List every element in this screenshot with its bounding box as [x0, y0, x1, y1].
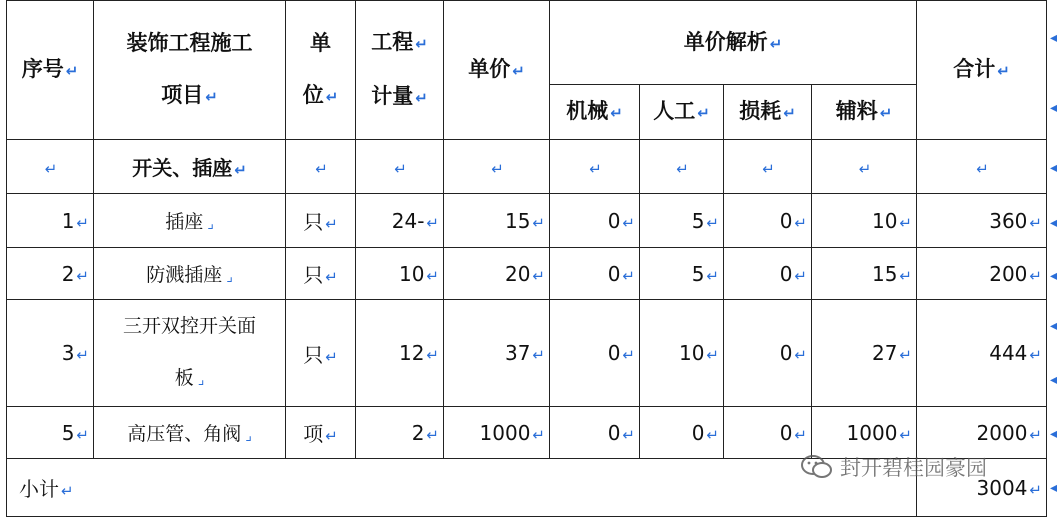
- header-price-analysis: 单价解析 ↵: [550, 1, 917, 85]
- cell-machine: 0 ↵: [550, 248, 640, 300]
- cell-total: 2000 ↵: [917, 407, 1047, 459]
- section-row: [7, 140, 1047, 194]
- cell-unit: 只 ↵: [286, 248, 356, 300]
- cell-name: 防溅插座 ⌟: [94, 248, 286, 300]
- cell-seq: 1 ↵: [7, 194, 94, 248]
- cell-qty: 12 ↵: [356, 300, 444, 407]
- cell-qty: 2 ↵: [356, 407, 444, 459]
- cell-machine: 0 ↵: [550, 300, 640, 407]
- cell-machine: 0 ↵: [550, 407, 640, 459]
- header-labor: 人工 ↵: [640, 85, 724, 140]
- cell-name: 插座 ⌟: [94, 194, 286, 248]
- cell-seq: 5 ↵: [7, 407, 94, 459]
- cell-labor: 10 ↵: [640, 300, 724, 407]
- header-seq: 序号 ↵: [7, 1, 94, 140]
- cell-name: 高压管、角阀 ⌟: [94, 407, 286, 459]
- cell-loss: 0 ↵: [724, 194, 812, 248]
- cell-qty: 10 ↵: [356, 248, 444, 300]
- section-title: 开关、插座 ↵: [94, 140, 286, 194]
- cell-empty: ↵: [444, 140, 550, 194]
- cell-price: 37 ↵: [444, 300, 550, 407]
- cell-unit: 只 ↵: [286, 194, 356, 248]
- table-row: [7, 300, 1047, 407]
- header-total: 合计 ↵: [917, 1, 1047, 140]
- cell-total: 444 ↵: [917, 300, 1047, 407]
- cell-price: 20 ↵: [444, 248, 550, 300]
- table-row: [7, 407, 1047, 459]
- cell-material: 27 ↵: [812, 300, 917, 407]
- quote-table: [6, 0, 1047, 517]
- cell-labor: 5 ↵: [640, 248, 724, 300]
- header-loss: 损耗 ↵: [724, 85, 812, 140]
- watermark-text: 封开碧桂园豪园: [840, 456, 987, 480]
- header-unit: 单 位 ↵: [286, 1, 356, 140]
- cell-qty: 24- ↵: [356, 194, 444, 248]
- table-row: [7, 194, 1047, 248]
- header-item: 装饰工程施工 项目 ↵: [94, 1, 286, 140]
- cell-machine: 0 ↵: [550, 194, 640, 248]
- wechat-icon: [800, 454, 834, 480]
- cell-labor: 0 ↵: [640, 407, 724, 459]
- cell-unit: 项 ↵: [286, 407, 356, 459]
- cell-total: 200 ↵: [917, 248, 1047, 300]
- cell-empty: ↵: [812, 140, 917, 194]
- cell-loss: 0 ↵: [724, 407, 812, 459]
- header-qty: 工程 ↵ 计量 ↵: [356, 1, 444, 140]
- cell-empty: ↵: [356, 140, 444, 194]
- cell-loss: 0 ↵: [724, 300, 812, 407]
- cell-empty: ↵: [7, 140, 94, 194]
- subtotal-label: 小计 ↵: [7, 459, 917, 517]
- cell-empty: ↵: [917, 140, 1047, 194]
- cell-price: 1000 ↵: [444, 407, 550, 459]
- cell-material: 1000 ↵: [812, 407, 917, 459]
- cell-labor: 5 ↵: [640, 194, 724, 248]
- header-machine: 机械 ↵: [550, 85, 640, 140]
- cell-price: 15 ↵: [444, 194, 550, 248]
- cell-empty: ↵: [286, 140, 356, 194]
- cell-material: 15 ↵: [812, 248, 917, 300]
- cell-name: 三开双控开关面 板 ⌟: [94, 300, 286, 407]
- cell-seq: 2 ↵: [7, 248, 94, 300]
- cell-empty: ↵: [724, 140, 812, 194]
- cell-empty: ↵: [640, 140, 724, 194]
- watermark: [800, 452, 987, 482]
- cell-total: 360 ↵: [917, 194, 1047, 248]
- subtotal-value: 3004 ↵: [917, 459, 1047, 517]
- cell-material: 10 ↵: [812, 194, 917, 248]
- table-row: [7, 248, 1047, 300]
- cell-loss: 0 ↵: [724, 248, 812, 300]
- cell-seq: 3 ↵: [7, 300, 94, 407]
- cell-unit: 只 ↵: [286, 300, 356, 407]
- header-material: 辅料 ↵: [812, 85, 917, 140]
- cell-empty: ↵: [550, 140, 640, 194]
- header-unit-price: 单价 ↵: [444, 1, 550, 140]
- paragraph-marks: ◂ ◂ ◂ ◂ ◂ ◂ ◂ ◂ ◂: [1050, 30, 1058, 496]
